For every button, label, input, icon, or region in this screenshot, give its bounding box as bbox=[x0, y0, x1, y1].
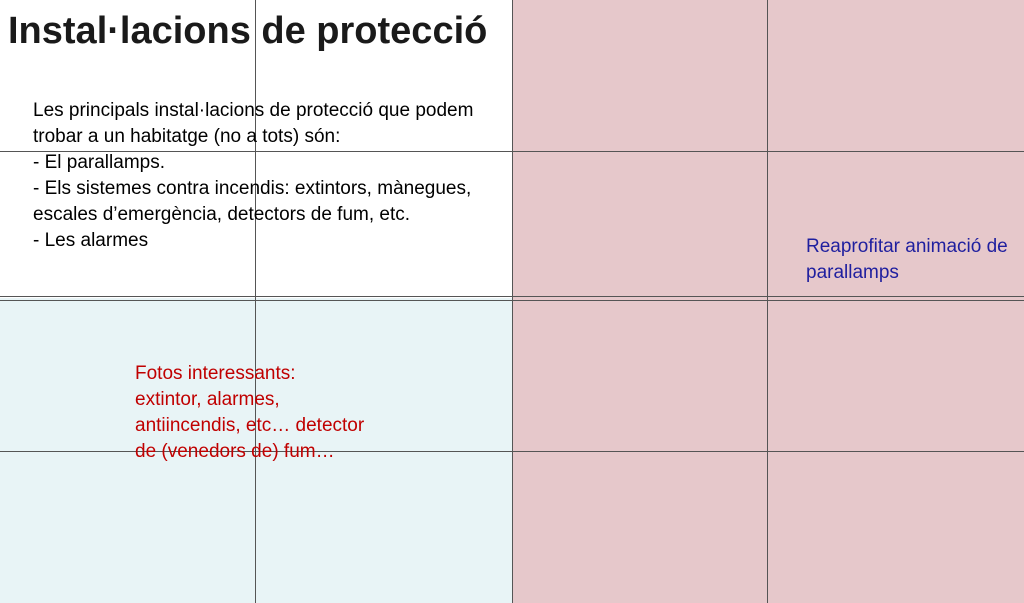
body-text bbox=[33, 98, 503, 254]
grid-line bbox=[0, 296, 1024, 297]
grid-line bbox=[512, 0, 513, 603]
animation-note: Reaprofitar animació de parallamps bbox=[806, 236, 1008, 283]
body-line: - Les alarmes bbox=[33, 230, 149, 251]
slide-title: Instal·lacions de protecció bbox=[8, 10, 488, 52]
grid-line bbox=[767, 0, 768, 603]
grid-line bbox=[255, 0, 256, 603]
body-line: - El parallamps. bbox=[33, 152, 165, 173]
image-grid-panel bbox=[512, 0, 1024, 603]
body-line: - Els sistemes contra incendis: extintors, mànegues, escales d’emergència, detectors de fum, etc. bbox=[33, 178, 472, 225]
body-line: Les principals instal·lacions de protecció que podem trobar a un habitatge (no a tots) són: bbox=[33, 100, 474, 147]
photos-note: Fotos interessants: extintor, alarmes, antiincendis, etc… detector de (venedors de) fum… bbox=[135, 363, 365, 462]
grid-line bbox=[0, 300, 1024, 301]
